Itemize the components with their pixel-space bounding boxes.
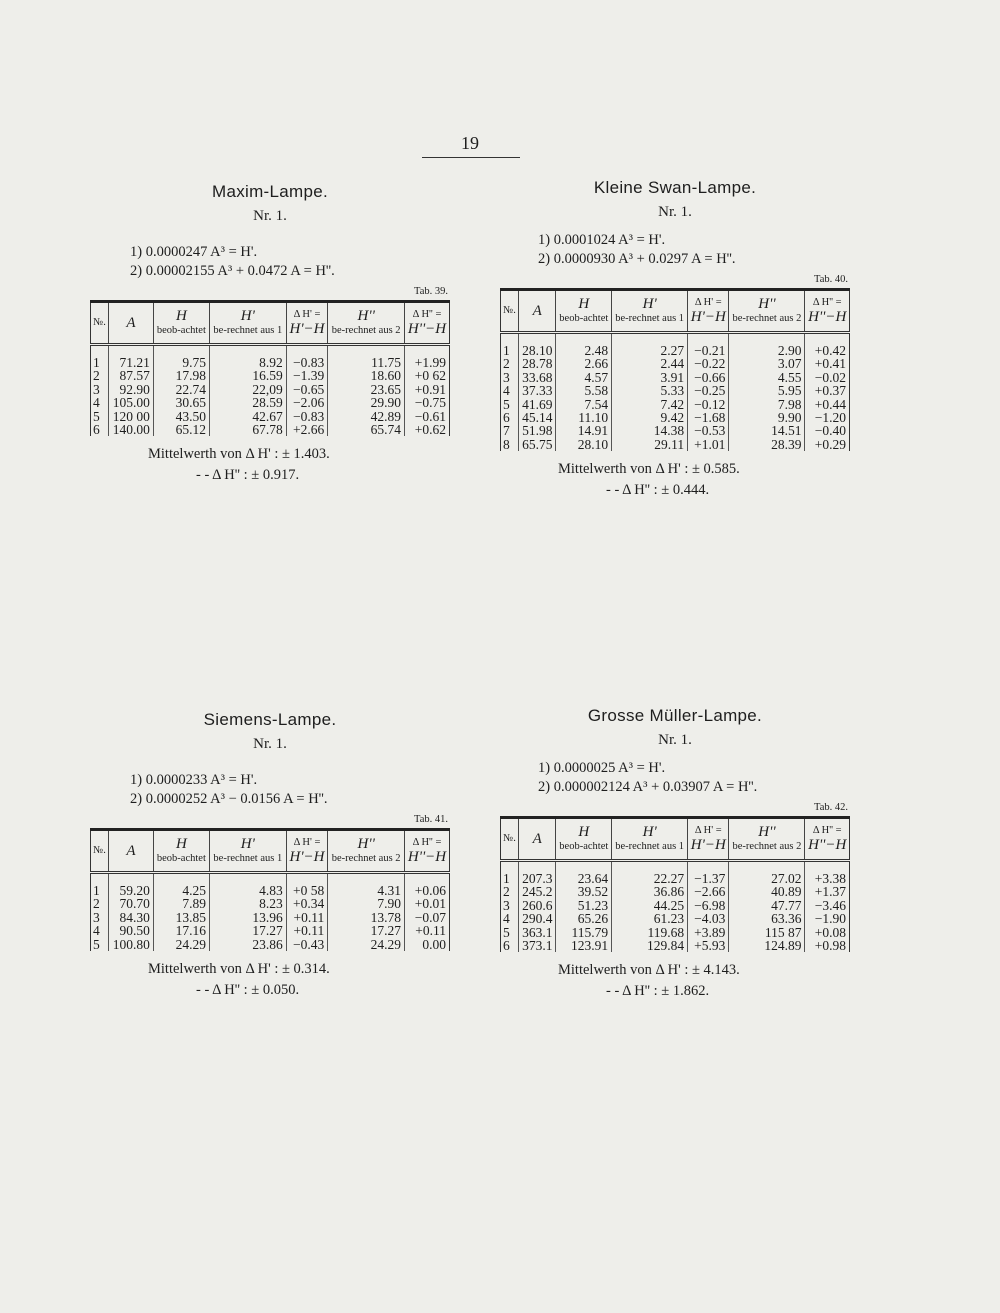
table-cell: 29.11 [612,438,688,451]
mean-value-h1: Mittelwerth von Δ H' : ± 0.585. [558,461,740,478]
col-header-h1: H' be-rechnet aus 1 [612,290,688,333]
section-maxim-lampe [90,182,450,486]
col-header-h1: H' be-rechnet aus 1 [209,302,286,345]
table-cell: +3.89 [688,926,729,939]
equation-1: 1) 0.0000025 A³ = H'. [538,760,666,776]
table-cell: 3.07 [729,357,805,370]
col-header-h: H beob-achtet [556,818,612,861]
table-cell: +0.29 [814,436,846,452]
table-cell: −0.65 [286,383,328,396]
table-cell: 8.92 [209,345,286,370]
col-header-delta-h2: Δ H'' = H''−H [805,290,850,333]
mean-values [90,444,450,486]
table-row [501,438,850,451]
table-cell: 24.29 [328,938,405,951]
table-cell: +0.08 [814,924,846,940]
data-table [500,816,850,952]
table-cell: +0.62 [414,422,446,438]
table-cell: 41.69 [519,398,556,411]
table-cell: 47.77 [729,899,805,912]
table-cell: 14.91 [556,424,612,437]
table-cell: 4.57 [556,371,612,384]
table-cell: 5.58 [556,384,612,397]
col-header-delta-h1: Δ H' = H'−H [286,830,328,873]
section-title: Grosse Müller-Lampe. [587,706,763,725]
table-cell: 87.57 [109,369,154,382]
table-cell: 23.65 [328,383,405,396]
table-cell: 70.70 [109,897,154,910]
table-row [501,371,850,384]
table-cell: 44.25 [612,899,688,912]
table-cell: +0 62 [414,368,446,384]
table-cell: +0 58 [286,873,328,898]
table-cell: 23.64 [556,861,612,886]
table-cell: −1.37 [688,861,729,886]
table-cell: +0.42 [814,343,846,358]
table-cell: 123.91 [556,939,612,952]
equation-2: 2) 0.000002124 A³ + 0.03907 A = H''. [538,779,758,795]
col-header-h1: H' be-rechnet aus 1 [612,818,688,861]
table-cell: −0.75 [414,395,446,411]
table-cell: 18.60 [328,369,405,382]
table-cell: 17.98 [153,369,209,382]
table-cell: 45.14 [519,411,556,424]
table-cell: 0.00 [422,936,446,952]
table-cell: 23.86 [209,938,286,951]
table-cell: 84.30 [109,911,154,924]
table-row [501,384,850,397]
col-header-h2: H'' be-rechnet aus 2 [729,818,805,861]
table-cell: 42.67 [209,410,286,423]
table-cell: 16.59 [209,369,286,382]
table-cell: −1.20 [814,410,846,426]
col-header-a: A [109,830,154,873]
table-cell: 2.90 [729,333,805,358]
equation-2: 2) 0.00002155 A³ + 0.0472 A = H''. [130,263,335,279]
table-row [91,423,450,436]
table-cell: 260.6 [519,899,556,912]
table-cell: 24.29 [153,938,209,951]
table-cell: 59.20 [109,873,154,898]
section-number: Nr. 1. [658,204,692,220]
table-cell: 290.4 [519,912,556,925]
table-cell: 3.91 [612,371,688,384]
table-row [91,383,450,396]
data-table [90,300,450,436]
table-cell: +0.06 [414,883,446,898]
col-header-a: A [519,290,556,333]
table-row [501,899,850,912]
table-cell: 51.23 [556,899,612,912]
table-cell: 2.44 [612,357,688,370]
mean-value-h1: Mittelwerth von Δ H' : ± 1.403. [148,446,330,463]
table-cell: 22,09 [209,383,286,396]
table-cell: −0.25 [688,384,729,397]
mean-value-h1: Mittelwerth von Δ H' : ± 4.143. [558,962,740,979]
col-header-delta-h1: Δ H' = H'−H [688,290,729,333]
table-cell: 13.85 [153,911,209,924]
table-cell: 42.89 [328,410,405,423]
table-cell: 115.79 [556,926,612,939]
table-cell: 4.55 [729,371,805,384]
mean-values [500,960,850,1002]
col-header-h2: H'' be-rechnet aus 2 [328,830,405,873]
table-cell: 2.48 [556,333,612,358]
table-reference: Tab. 39. [414,286,448,297]
table-cell: 65.26 [556,912,612,925]
table-cell: 5.95 [729,384,805,397]
table-cell: 1 [501,333,519,358]
table-cell: 2.66 [556,357,612,370]
table-cell: 67.78 [209,423,286,436]
table-cell: 105.00 [109,396,154,409]
section-siemens-lampe [90,710,450,1001]
table-cell: 6 [91,423,109,436]
table-cell: 14.51 [729,424,805,437]
table-row [91,924,450,937]
table-cell: 71.21 [109,345,154,370]
table-cell: 27.02 [729,861,805,886]
table-cell: 2 [501,357,519,370]
equation-1: 1) 0.0001024 A³ = H'. [538,232,666,248]
table-row [501,411,850,424]
table-cell: −1.90 [814,911,846,927]
table-cell: 36.86 [612,885,688,898]
table-cell: 8.23 [209,897,286,910]
table-row [501,861,850,886]
table-row [501,398,850,411]
table-cell: 22.27 [612,861,688,886]
table-cell: +3.38 [814,871,846,886]
table-cell: 13.96 [209,911,286,924]
table-cell: +0.11 [286,911,328,924]
col-header-delta-h1: Δ H' = H'−H [286,302,328,345]
mean-values [500,459,850,501]
table-reference: Tab. 40. [814,274,848,285]
table-cell: 140.00 [109,423,154,436]
table-cell: 90.50 [109,924,154,937]
table-cell: −0.61 [414,408,446,424]
mean-value-h2: - - Δ H'' : ± 0.050. [196,982,300,999]
table-cell: 2.27 [612,333,688,358]
table-row [91,345,450,370]
table-cell: +1.37 [814,884,846,900]
table-cell: +0.01 [414,896,446,912]
table-cell: 8 [501,438,519,451]
table-cell: 17.27 [209,924,286,937]
table-cell: 61.23 [612,912,688,925]
table-cell: 245.2 [519,885,556,898]
equation-2: 2) 0.0000252 A³ − 0.0156 A = H''. [130,791,328,807]
table-row [91,369,450,382]
table-cell: 65.12 [153,423,209,436]
table-cell: 7.54 [556,398,612,411]
table-cell: −0.07 [414,909,446,925]
table-cell: −2.06 [286,396,328,409]
table-cell: 4 [501,912,519,925]
table-cell: +0.44 [814,396,846,412]
table-cell: −6.98 [688,899,729,912]
table-cell: 4.25 [153,873,209,898]
table-cell: −0.66 [688,371,729,384]
col-header-delta-h1: Δ H' = H'−H [688,818,729,861]
section-title: Maxim-Lampe. [211,182,329,201]
table-row [91,410,450,423]
table-cell: +0.91 [414,381,446,397]
table-cell: +0.37 [814,383,846,399]
table-cell: 5 [501,398,519,411]
table-cell: +0.98 [814,938,846,954]
table-cell: 2 [91,369,109,382]
table-row [91,911,450,924]
table-row [501,912,850,925]
table-cell: −1.68 [688,411,729,424]
mean-value-h2: - - Δ H'' : ± 1.862. [606,983,710,1000]
col-header-h: H beob-achtet [153,830,209,873]
table-cell: 9.75 [153,345,209,370]
table-cell: 7.89 [153,897,209,910]
table-cell: −0.43 [286,938,328,951]
table-cell: 28.10 [556,438,612,451]
table-cell: 5.33 [612,384,688,397]
table-cell: 115 87 [729,926,805,939]
col-header-a: A [519,818,556,861]
table-cell: 2 [91,897,109,910]
table-cell: −0.02 [814,369,846,385]
table-cell: 3 [501,371,519,384]
table-cell: 4 [91,396,109,409]
table-cell: −2.66 [688,885,729,898]
table-row [501,333,850,358]
section-number: Nr. 1. [253,208,287,224]
equation-2: 2) 0.0000930 A³ + 0.0297 A = H''. [538,251,736,267]
table-reference: Tab. 42. [814,802,848,813]
table-row [91,938,450,951]
table-cell: 124.89 [729,939,805,952]
table-cell: 17.16 [153,924,209,937]
table-cell: 9.90 [729,411,805,424]
col-header-nr: №. [501,818,519,861]
table-cell: 11.10 [556,411,612,424]
mean-value-h2: - - Δ H'' : ± 0.444. [606,482,710,499]
table-cell: 5 [91,410,109,423]
table-cell: 3 [91,911,109,924]
col-header-a: A [109,302,154,345]
table-reference: Tab. 41. [414,814,448,825]
table-cell: 4.31 [328,873,405,898]
table-cell: 119.68 [612,926,688,939]
table-cell: 7.98 [729,398,805,411]
table-cell: 30.65 [153,396,209,409]
col-header-delta-h2: Δ H'' = H''−H [405,830,450,873]
table-cell: +2.66 [286,423,328,436]
table-cell: −0.53 [688,424,729,437]
table-cell: 4.83 [209,873,286,898]
data-table [500,288,850,451]
table-cell: −0.21 [688,333,729,358]
table-row [501,424,850,437]
equation-1: 1) 0.0000233 A³ = H'. [130,772,258,788]
data-table [90,828,450,951]
table-cell: 1 [91,345,109,370]
table-cell: 28.78 [519,357,556,370]
table-cell: 33.68 [519,371,556,384]
table-cell: 40.89 [729,885,805,898]
col-header-h: H beob-achtet [556,290,612,333]
col-header-h1: H' be-rechnet aus 1 [209,830,286,873]
table-cell: 7.90 [328,897,405,910]
section-title: Siemens-Lampe. [203,710,337,729]
col-header-delta-h2: Δ H'' = H''−H [405,302,450,345]
table-cell: +5.93 [688,939,729,952]
table-cell: 207.3 [519,861,556,886]
table-cell: 129.84 [612,939,688,952]
table-cell: −0.12 [688,398,729,411]
page-number: 19 [461,133,479,153]
table-cell: −0.83 [286,410,328,423]
table-cell: 373.1 [519,939,556,952]
table-cell: 4 [91,924,109,937]
table-row [501,885,850,898]
mean-values [90,959,450,1001]
table-cell: 9.42 [612,411,688,424]
table-cell: 63.36 [729,912,805,925]
section-number: Nr. 1. [253,736,287,752]
table-cell: 14.38 [612,424,688,437]
table-cell: −1.39 [286,369,328,382]
section-grosse-mueller-lampe [500,706,850,1002]
table-cell: −4.03 [688,912,729,925]
table-cell: 92.90 [109,383,154,396]
table-cell: −0.22 [688,357,729,370]
table-row [501,357,850,370]
col-header-h2: H'' be-rechnet aus 2 [328,302,405,345]
table-cell: 22.74 [153,383,209,396]
col-header-h: H beob-achtet [153,302,209,345]
table-cell: +1.99 [414,355,446,370]
col-header-nr: №. [91,302,109,345]
table-cell: 37.33 [519,384,556,397]
table-cell: 7 [501,424,519,437]
table-row [91,897,450,910]
col-header-h2: H'' be-rechnet aus 2 [729,290,805,333]
mean-value-h1: Mittelwerth von Δ H' : ± 0.314. [148,961,330,978]
section-title: Kleine Swan-Lampe. [593,178,757,197]
col-header-delta-h2: Δ H'' = H''−H [805,818,850,861]
section-number: Nr. 1. [658,732,692,748]
table-cell: 65.74 [328,423,405,436]
table-cell: −3.46 [814,897,846,913]
table-cell: 65.75 [519,438,556,451]
page-number-rule [422,157,520,158]
table-cell: 28.10 [519,333,556,358]
table-cell: 13.78 [328,911,405,924]
table-cell: 4 [501,384,519,397]
table-cell: +0.11 [415,923,446,939]
table-cell: 43.50 [153,410,209,423]
section-kleine-swan-lampe [500,178,850,501]
table-cell: 7.42 [612,398,688,411]
table-cell: 28.39 [729,438,805,451]
table-cell: −0.83 [286,345,328,370]
table-cell: 28.59 [209,396,286,409]
table-cell: 39.52 [556,885,612,898]
col-header-nr: №. [501,290,519,333]
table-cell: +0.34 [286,897,328,910]
table-row [91,873,450,898]
table-cell: 3 [91,383,109,396]
table-cell: 5 [501,926,519,939]
equation-1: 1) 0.0000247 A³ = H'. [130,244,258,260]
table-cell: −0.40 [814,423,846,439]
table-cell: 1 [501,861,519,886]
table-cell: +1.01 [688,438,729,451]
table-cell: 6 [501,411,519,424]
table-cell: 11.75 [328,345,405,370]
table-cell: +0.11 [286,924,328,937]
table-cell: 2 [501,885,519,898]
table-cell: 5 [91,938,109,951]
col-header-nr: №. [91,830,109,873]
table-row [501,939,850,952]
table-row [501,926,850,939]
table-row [91,396,450,409]
table-cell: 363.1 [519,926,556,939]
table-cell: 6 [501,939,519,952]
table-cell: 1 [91,873,109,898]
table-cell: 3 [501,899,519,912]
table-cell: 29.90 [328,396,405,409]
table-cell: +0.41 [814,356,846,372]
table-cell: 51.98 [519,424,556,437]
table-cell: 120 00 [109,410,154,423]
mean-value-h2: - - Δ H'' : ± 0.917. [196,467,300,484]
table-cell: 100.80 [109,938,154,951]
table-cell: 17.27 [328,924,405,937]
